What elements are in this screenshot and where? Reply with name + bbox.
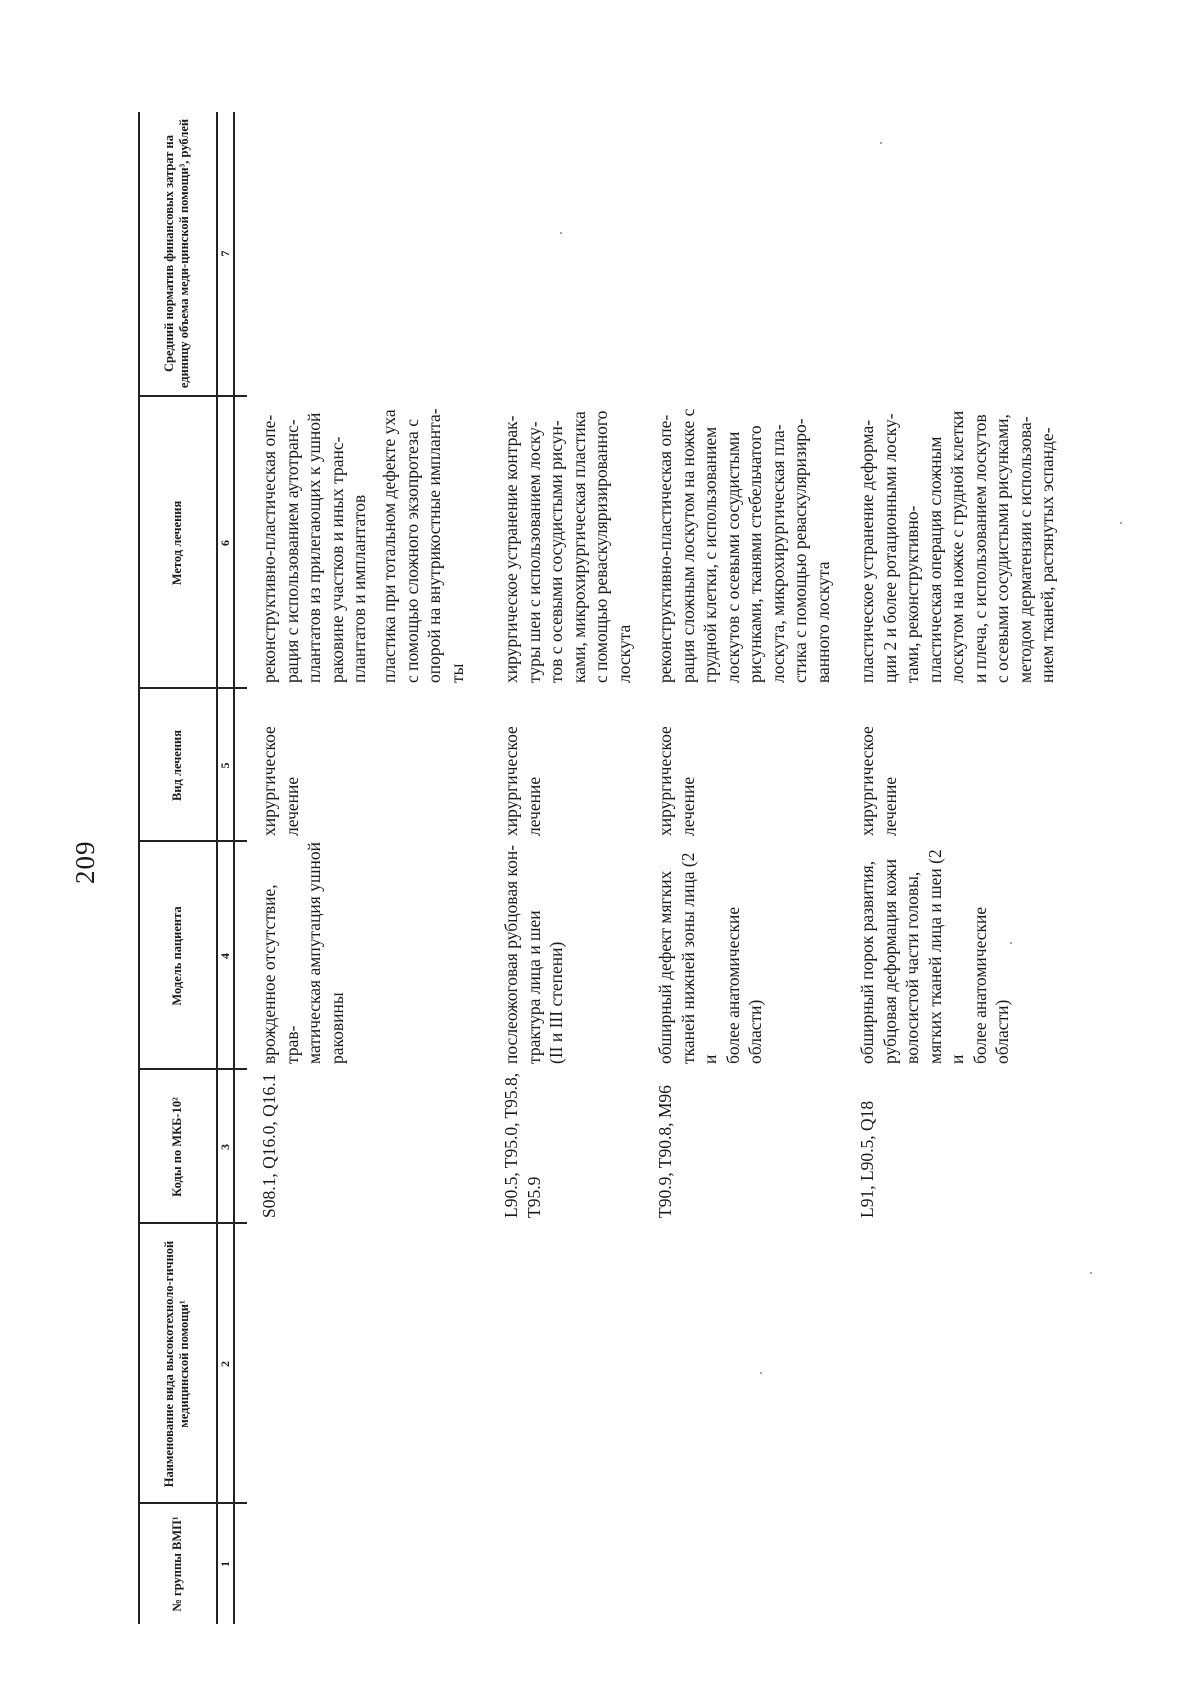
scan-speck xyxy=(760,1372,762,1374)
header-treatment-method: Метод лечения xyxy=(169,500,184,586)
header-treatment-type: Вид лечения xyxy=(169,730,184,802)
row-3-method-1: реконструктивно-пластическая опе- рация сложным лоскутом на ножке с грудной клетки, с использованием лоскутов с осевыми сосудистыми рисунками, тканями стебельчатого лоскута, микрохирургическая пла- стика с помощью реваскуляризиро- ванного лоскута xyxy=(655,408,833,683)
row-1-method-1: реконструктивно-пластическая опе- рация с использованием аутотранс- плантатов из прилегающих к ушной раковине участков и иных транс- плантатов и имплантатов xyxy=(259,412,369,683)
column-tick xyxy=(233,1223,247,1225)
column-tick xyxy=(233,688,247,690)
column-tick xyxy=(233,841,247,843)
scan-speck xyxy=(1120,522,1122,524)
row-1-treatment-type: хирургическое лечение xyxy=(259,726,302,836)
row-2-treatment-type: хирургическое лечение xyxy=(501,726,544,836)
column-number-3: 3 xyxy=(218,1144,232,1150)
row-2-patient-model: послеожоговая рубцовая кон- трактура лица и шеи (II и III степени) xyxy=(501,844,566,1064)
row-1-patient-model: врожденное отсутствие, трав- матическая ампутация ушной раковины xyxy=(259,842,347,1064)
row-1-method-2: пластика при тотальном дефекте уха с помощью сложного экзопротеза с опорой на внутрикостные импланта- ты xyxy=(379,408,467,683)
row-3-treatment-type: хирургическое лечение xyxy=(655,726,698,836)
column-number-5: 5 xyxy=(218,762,232,769)
column-divider xyxy=(138,396,233,398)
column-tick xyxy=(233,1069,247,1071)
header-cost: Средний норматив финансовых затрат на единицу объема меди-цинской помощи³, рублей xyxy=(162,118,191,389)
row-4-codes: L91, L90.5, Q18 xyxy=(857,1100,877,1218)
scan-speck xyxy=(560,232,562,234)
column-number-1: 1 xyxy=(218,1561,232,1567)
header-care-type: Наименование вида высокотехноло-гичной медицинской помощи¹ xyxy=(162,1240,191,1488)
column-number-6: 6 xyxy=(218,540,232,546)
row-1-codes: S08.1, Q16.0, Q16.1 xyxy=(259,1073,279,1218)
column-number-2: 2 xyxy=(218,1361,232,1367)
row-3-codes: T90.9, T90.8, M96 xyxy=(655,1085,675,1218)
header-group-number: № группы ВМП¹ xyxy=(169,1516,184,1612)
column-divider xyxy=(138,1503,233,1505)
header-bottom-rule xyxy=(216,112,218,1624)
column-number-7: 7 xyxy=(218,250,232,257)
column-divider xyxy=(138,688,233,690)
column-divider xyxy=(138,1069,233,1071)
row-3-patient-model: обширный дефект мягких тканей нижней зоны лица (2 и более анатомические области) xyxy=(655,852,765,1064)
column-divider xyxy=(138,1223,233,1225)
scan-speck xyxy=(1010,942,1012,944)
header-icd-codes: Коды по МКБ-10² xyxy=(169,1097,184,1197)
scan-speck xyxy=(880,142,882,144)
row-2-method-1: хирургическое устранение контрак- туры шеи с использованием лоску- тов с осевыми сосудистыми рисун- ками, микрохирургическая пластика с помощью реваскуляризированного лоскута xyxy=(501,410,634,683)
row-2-codes: L90.5, T95.0, T95.8, T95.9 xyxy=(501,1072,544,1218)
header-patient-model: Модель пациента xyxy=(169,906,184,1006)
scan-speck xyxy=(1090,1272,1092,1274)
column-tick xyxy=(233,1503,247,1505)
column-divider xyxy=(138,841,233,843)
column-number-rule xyxy=(233,112,235,1624)
page-number: 209 xyxy=(70,840,100,884)
column-number-4: 4 xyxy=(218,953,232,959)
row-4-method-1: пластическое устранение деформа- ции 2 и более ротационными лоску- тами, реконструктивно- пластическая операция сложным лоскутом на ножке с грудной клетки и плеча, с использованием лоскутов с осевыми сосудистыми рисунками, методом дерматензии с использова- нием тканей, растянутых эспанде- xyxy=(857,410,1057,683)
row-4-treatment-type: хирургическое лечение xyxy=(857,726,900,836)
row-4-patient-model: обширный порок развития, рубцовая деформация кожи волосистой части головы, мягких тканей лица и шеи (2 и более анатомические области) xyxy=(857,849,1012,1064)
column-tick xyxy=(233,396,247,398)
